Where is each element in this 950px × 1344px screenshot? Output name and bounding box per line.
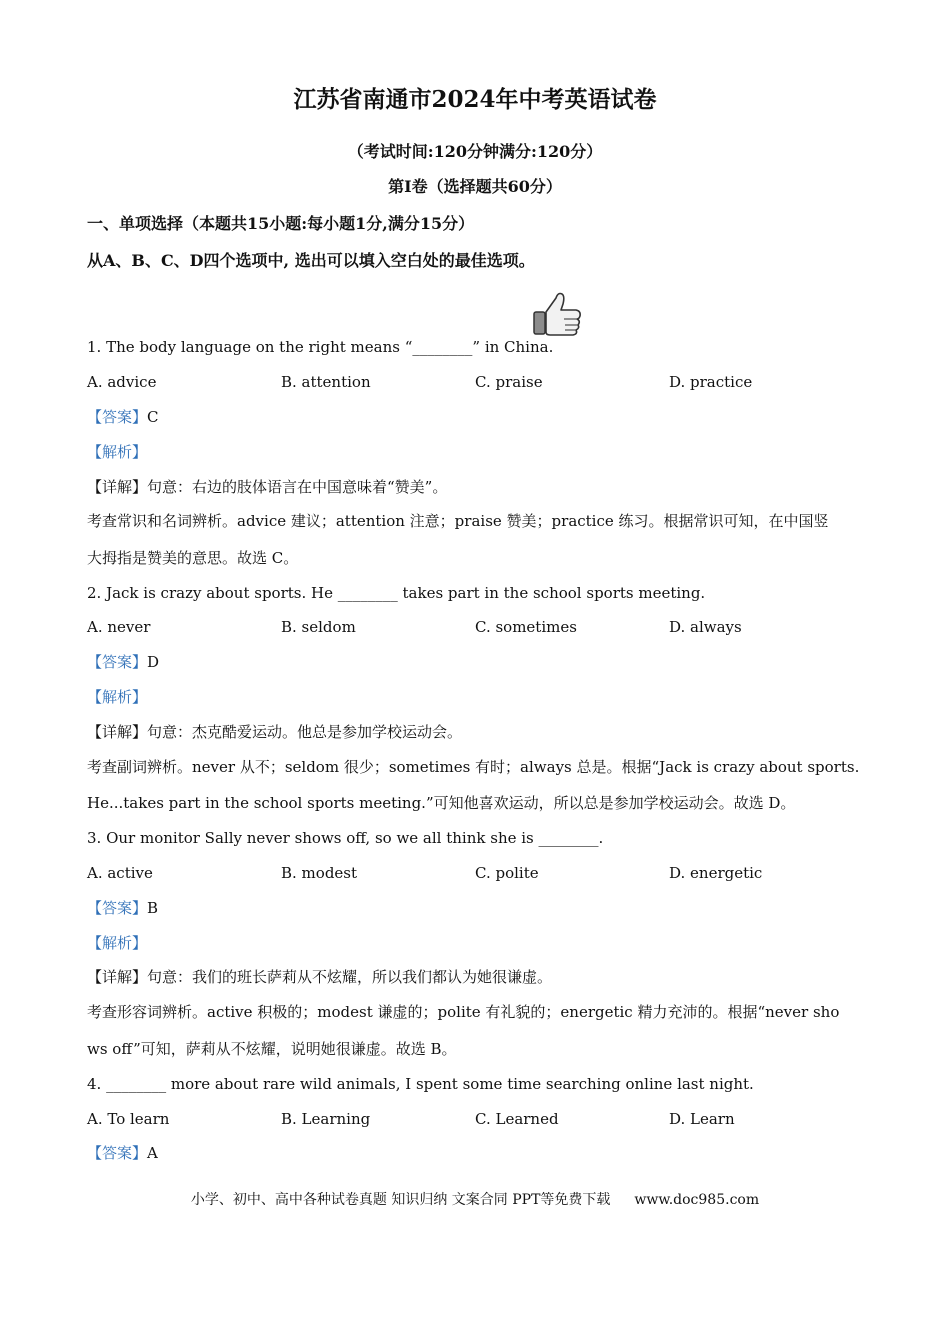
question-3-explain-1: 考查形容词辨析。active 积极的；modest 谦虚的；polite 有礼貌的；energetic 精力充沛的。根据“never sho xyxy=(87,1003,840,1021)
question-2-stem: 2. Jack is crazy about sports. He ________ takes part in the school sports meeting. xyxy=(87,584,706,602)
question-4-option-b: B. Learning xyxy=(281,1110,371,1128)
question-3-option-c: C. polite xyxy=(475,864,539,882)
question-4-option-d: D. Learn xyxy=(669,1110,735,1128)
question-1-explain-2: 大拇指是赞美的意思。故选 C。 xyxy=(87,549,299,567)
question-1-answer xyxy=(87,407,159,427)
detail-label: 【详解】 xyxy=(87,968,148,986)
question-4-answer xyxy=(87,1143,158,1163)
question-2-answer xyxy=(87,652,159,672)
detail-label: 【详解】 xyxy=(87,723,148,741)
question-3-explain-2: ws off”可知，萨莉从不炫耀，说明她很谦虚。故选 B。 xyxy=(87,1040,457,1058)
answer-value: A xyxy=(147,1144,158,1162)
detail-text: 句意：右边的肢体语言在中国意味着“赞美”。 xyxy=(147,478,448,496)
question-1-option-b: B. attention xyxy=(281,373,371,391)
question-2-option-d: D. always xyxy=(669,618,742,636)
question-3-option-a: A. active xyxy=(87,864,153,882)
question-4-option-a: A. To learn xyxy=(87,1110,170,1128)
page-title: 江苏省南通市2024年中考英语试卷 xyxy=(293,86,657,113)
question-1-stem: 1. The body language on the right means “________” in China. xyxy=(87,338,554,356)
answer-label: 【答案】 xyxy=(87,1144,148,1162)
question-1-detail xyxy=(87,477,447,497)
question-3-option-d: D. energetic xyxy=(669,864,763,882)
question-3-detail xyxy=(87,967,552,987)
section-heading: 一、单项选择（本题共15小题:每小题1分,满分15分） xyxy=(87,214,475,233)
answer-label: 【答案】 xyxy=(87,653,148,671)
question-2-option-c: C. sometimes xyxy=(475,618,577,636)
question-3-answer xyxy=(87,898,158,918)
section-instruction: 从A、B、C、D四个选项中, 选出可以填入空白处的最佳选项。 xyxy=(87,251,535,270)
question-2-detail xyxy=(87,722,462,742)
footer-url[interactable]: www.doc985.com xyxy=(634,1192,760,1208)
page-footer xyxy=(0,1190,950,1210)
question-2-option-a: A. never xyxy=(87,618,151,636)
question-4-option-c: C. Learned xyxy=(475,1110,559,1128)
answer-label: 【答案】 xyxy=(87,408,148,426)
answer-value: D xyxy=(147,653,160,671)
question-2-option-b: B. seldom xyxy=(281,618,356,636)
detail-text: 句意：我们的班长萨莉从不炫耀，所以我们都认为她很谦虚。 xyxy=(147,968,553,986)
question-1-option-c: C. praise xyxy=(475,373,543,391)
question-1-option-a: A. advice xyxy=(87,373,157,391)
detail-text: 句意：杰克酷爱运动。他总是参加学校运动会。 xyxy=(147,723,463,741)
footer-text: 小学、初中、高中各种试卷真题 知识归纳 文案合同 PPT等免费下载 xyxy=(190,1192,611,1208)
answer-value: B xyxy=(147,899,159,917)
question-3-stem: 3. Our monitor Sally never shows off, so we all think she is ________. xyxy=(87,829,604,847)
detail-label: 【详解】 xyxy=(87,478,148,496)
question-2-analysis-label: 【解析】 xyxy=(87,688,148,706)
answer-label: 【答案】 xyxy=(87,899,148,917)
question-1-option-d: D. practice xyxy=(669,373,753,391)
question-1-explain-1: 考查常识和名词辨析。advice 建议；attention 注意；praise 赞美；practice 练习。根据常识可知，在中国竖 xyxy=(87,512,829,530)
question-3-option-b: B. modest xyxy=(281,864,358,882)
question-2-explain-1: 考查副词辨析。never 从不；seldom 很少；sometimes 有时；always 总是。根据“Jack is crazy about sports. xyxy=(87,758,860,776)
question-2-explain-2: He...takes part in the school sports meeting.”可知他喜欢运动，所以总是参加学校运动会。故选 D。 xyxy=(87,794,796,812)
question-4-stem: 4. ________ more about rare wild animals, I spent some time searching online last night. xyxy=(87,1075,754,1093)
question-3-analysis-label: 【解析】 xyxy=(87,934,148,952)
thumbs-up-icon xyxy=(532,290,584,338)
answer-value: C xyxy=(147,408,159,426)
question-1-analysis-label: 【解析】 xyxy=(87,443,148,461)
part-heading: 第Ⅰ卷（选择题共60分） xyxy=(388,177,562,196)
exam-info: （考试时间:120分钟满分:120分） xyxy=(347,142,603,161)
